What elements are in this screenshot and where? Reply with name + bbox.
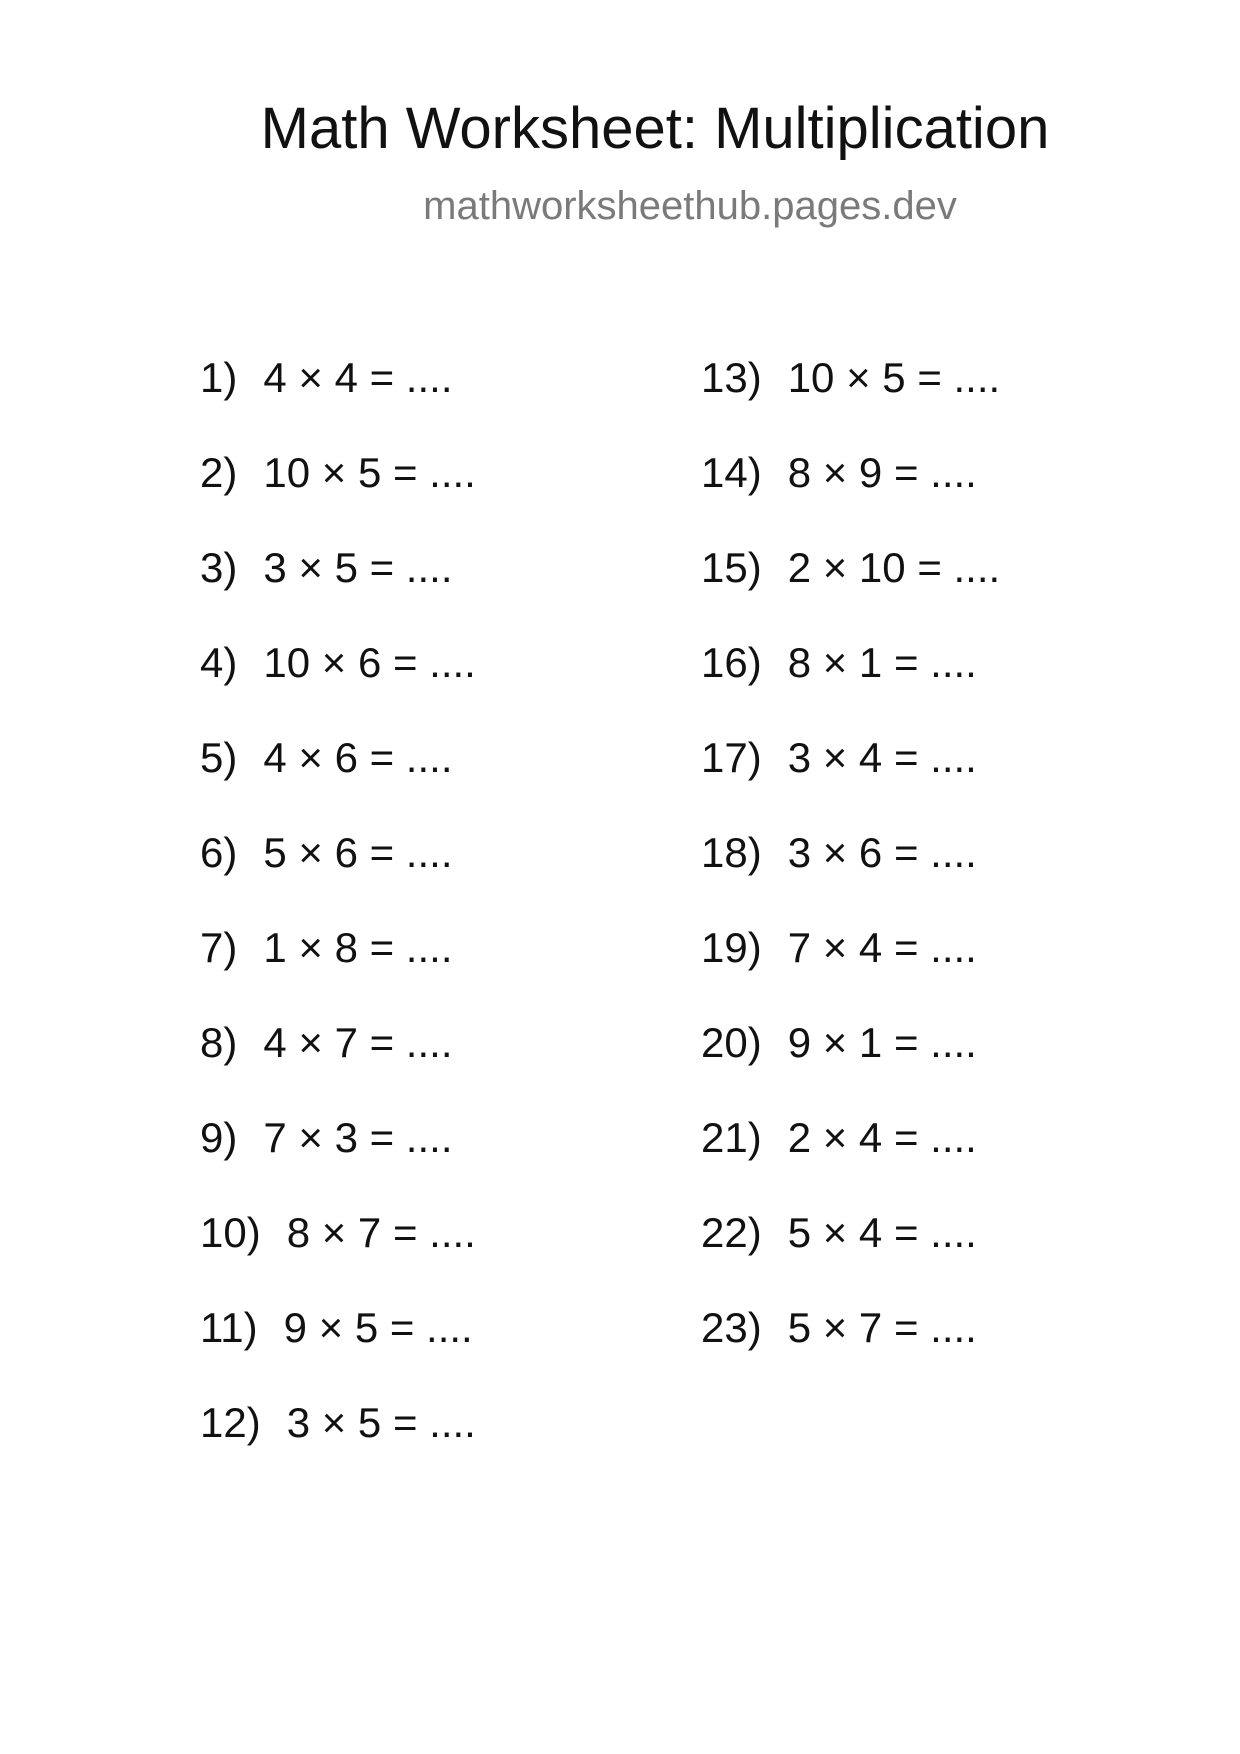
problem-expression: 8 × 9 = .... [787,449,977,496]
problem-item [200,1298,473,1358]
problem-number: 12) [200,1399,261,1446]
problem-list [0,348,1240,1448]
problem-expression: 5 × 7 = .... [787,1304,977,1351]
problem-number: 14) [701,449,762,496]
problem-number: 17) [701,734,762,781]
problem-expression: 7 × 3 = .... [263,1114,453,1161]
problem-number: 18) [701,829,762,876]
problem-number: 13) [701,354,762,401]
problem-item [200,1203,476,1263]
problem-item [200,1393,476,1453]
problem-expression: 4 × 6 = .... [263,734,453,781]
problem-item [200,538,452,598]
problem-number: 20) [701,1019,762,1066]
problem-expression: 8 × 1 = .... [787,639,977,686]
problem-item [701,728,977,788]
problem-expression: 2 × 10 = .... [787,544,1001,591]
problem-expression: 3 × 4 = .... [787,734,977,781]
problem-expression: 9 × 1 = .... [787,1019,977,1066]
problem-item [200,918,452,978]
problem-number: 6) [200,829,238,876]
problem-item [200,348,452,408]
problem-item [200,443,476,503]
problem-item [701,918,977,978]
problem-number: 5) [200,734,238,781]
problem-number: 2) [200,449,238,496]
problem-number: 9) [200,1114,238,1161]
problem-number: 23) [701,1304,762,1351]
problem-expression: 8 × 7 = .... [286,1209,476,1256]
problem-item [701,1298,977,1358]
problem-number: 10) [200,1209,261,1256]
problem-expression: 3 × 5 = .... [286,1399,476,1446]
problem-item [701,348,1000,408]
problem-expression: 10 × 6 = .... [263,639,476,686]
problem-expression: 3 × 6 = .... [787,829,977,876]
problem-item [701,538,1000,598]
problem-expression: 5 × 6 = .... [263,829,453,876]
problem-expression: 4 × 7 = .... [263,1019,453,1066]
problem-number: 7) [200,924,238,971]
problem-item [701,1203,977,1263]
problem-number: 19) [701,924,762,971]
problem-item [200,1013,452,1073]
problem-number: 8) [200,1019,238,1066]
worksheet-source-url: mathworksheethub.pages.dev [423,184,957,228]
problem-number: 22) [701,1209,762,1256]
problem-expression: 7 × 4 = .... [787,924,977,971]
problem-number: 15) [701,544,762,591]
problem-item [200,633,476,693]
problem-number: 3) [200,544,238,591]
problem-expression: 10 × 5 = .... [263,449,476,496]
problem-item [200,823,452,883]
problem-item [701,823,977,883]
problem-item [701,443,977,503]
problem-expression: 9 × 5 = .... [283,1304,473,1351]
problem-expression: 4 × 4 = .... [263,354,453,401]
problem-expression: 3 × 5 = .... [263,544,453,591]
problem-expression: 1 × 8 = .... [263,924,453,971]
problem-number: 21) [701,1114,762,1161]
problem-expression: 2 × 4 = .... [787,1114,977,1161]
problem-item [200,1108,452,1168]
problem-item [701,1013,977,1073]
problem-number: 11) [200,1304,258,1351]
problem-expression: 5 × 4 = .... [787,1209,977,1256]
problem-item [701,1108,977,1168]
problem-number: 4) [200,639,238,686]
problem-number: 16) [701,639,762,686]
problem-item [701,633,977,693]
problem-expression: 10 × 5 = .... [787,354,1001,401]
problem-number: 1) [200,354,238,401]
worksheet-title: Math Worksheet: Multiplication [260,96,1050,161]
problem-item [200,728,452,788]
